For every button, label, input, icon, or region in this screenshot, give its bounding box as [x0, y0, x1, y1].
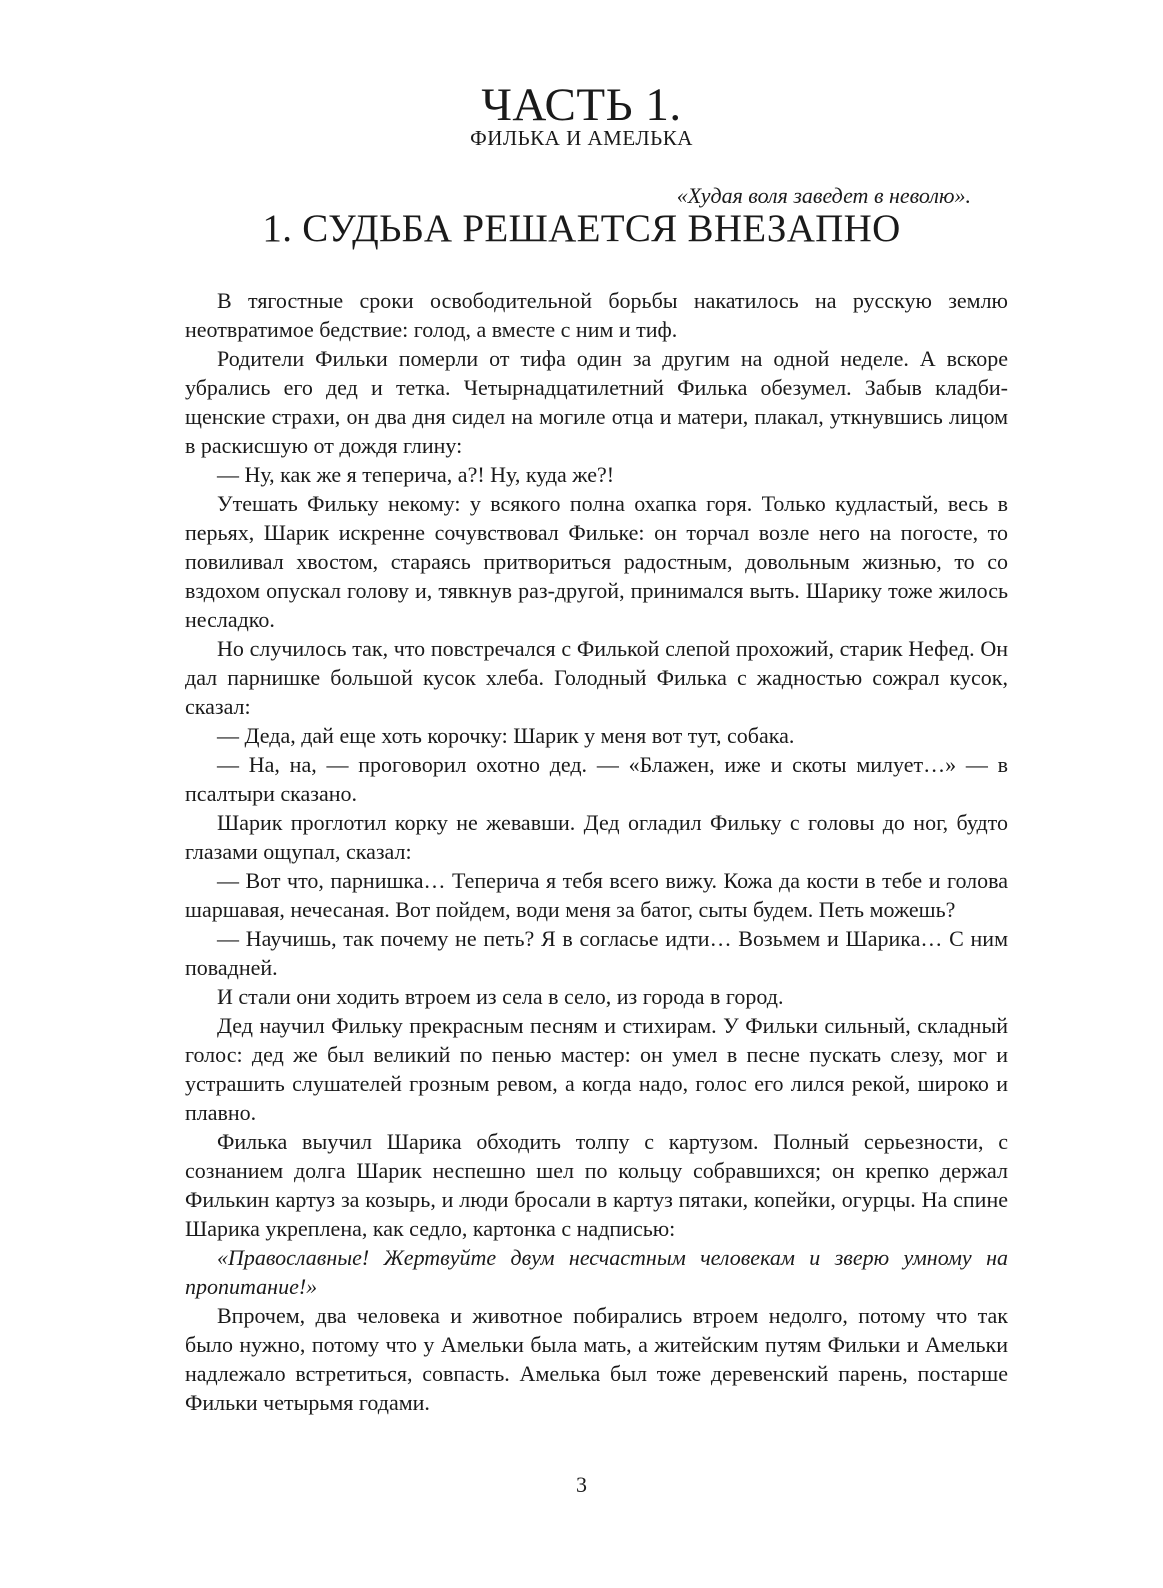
paragraph: Утешать Фильку некому: у всякого полна охапка горя. Только кудластый, весь в перьях, Шарик искренне сочувствовал Фильке: он торчал возле него на погосте, то повиливал хвостом, стараясь притвориться радостным, довольным жизнью, то со вздохом опускал голову и, тявкнув раз-другой, принимался выть. Шарику тоже жилось несладко. [185, 491, 1008, 632]
chapter-title: 1. СУДЬБА РЕШАЕТСЯ ВНЕЗАПНО [262, 207, 901, 250]
page-number: 3 [576, 1472, 587, 1497]
paragraph: Шарик проглотил корку не жевавши. Дед огладил Фильку с головы до ног, будто глазами ощупал, сказал: [185, 810, 1008, 864]
dialogue-line: — Деда, дай еще хоть корочку: Шарик у меня вот тут, собака. [217, 723, 795, 748]
body-text [185, 286, 1008, 1417]
part-subtitle: ФИЛЬКА И АМЕЛЬКА [470, 126, 693, 150]
paragraph: Родители Фильки померли от тифа один за другим на одной неделе. А вскоре убрались его дед и тетка. Четырнадцатилетний Филька обезумел. Забыв кладбищенские страхи, он два дня сидел на могиле отца и матери, плакал, уткнувшись лицом в раскисшую от дождя глину: [185, 346, 1008, 458]
part-title: ЧАСТЬ 1. [481, 79, 682, 131]
paragraph: Но случилось так, что повстречался с Филькой слепой прохожий, старик Нефед. Он дал парнишке большой кусок хлеба. Голодный Филька с жадностью сожрал кусок, сказал: [185, 636, 1008, 719]
paragraph: Впрочем, два человека и животное побирались втроем недолго, потому что так было нужно, потому что у Амельки была мать, а житейским путям Фильки и Амельки надлежало встретиться, совпасть. Амелька был тоже деревенский парень, постарше Фильки четырьмя годами. [185, 1303, 1008, 1415]
paragraph: Филька выучил Шарика обходить толпу с картузом. Полный серьезности, с сознанием долга Шарик неспешно шел по кольцу собравшихся; он крепко держал Филькин картуз за козырь, и люди бросали в картуз пятаки, копейки, огурцы. На спине Шарика укреплена, как седло, картонка с надписью: [185, 1129, 1008, 1241]
paragraph: И стали они ходить втроем из села в село, из города в город. [217, 984, 784, 1009]
dialogue-line: — Вот что, парнишка… Теперича я тебя всего вижу. Кожа да кости в тебе и голова шаршавая, нечесаная. Вот пойдем, води меня за батог, сыты будем. Петь можешь? [185, 868, 1008, 922]
dialogue-line: — Научишь, так почему не петь? Я в согласье идти… Возьмем и Шарика… С ним повадней. [185, 926, 1008, 980]
dialogue-line: — Ну, как же я теперича, а?! Ну, куда же?! [217, 462, 615, 487]
paragraph: Дед научил Фильку прекрасным песням и стихирам. У Фильки сильный, складный голос: дед же был великий по пенью мастер: он умел в песне пускать слезу, мог и устрашить слушателей грозным ревом, а когда надо, голос его лился рекой, широко и плавно. [185, 1013, 1008, 1125]
epigraph: «Худая воля заведет в неволю». [676, 183, 971, 208]
dialogue-line: — На, на, — проговорил охотно дед. — «Блажен, иже и скоты милует…» — в псалтыри сказано. [185, 752, 1008, 806]
paragraph: В тягостные сроки освободительной борьбы накатилось на русскую землю неотвратимое бедствие: голод, а вместе с ним и тиф. [185, 288, 1008, 342]
sign-inscription: «Православные! Жертвуйте двум несчастным человекам и зверю умному на пропитание!» [185, 1245, 1008, 1299]
